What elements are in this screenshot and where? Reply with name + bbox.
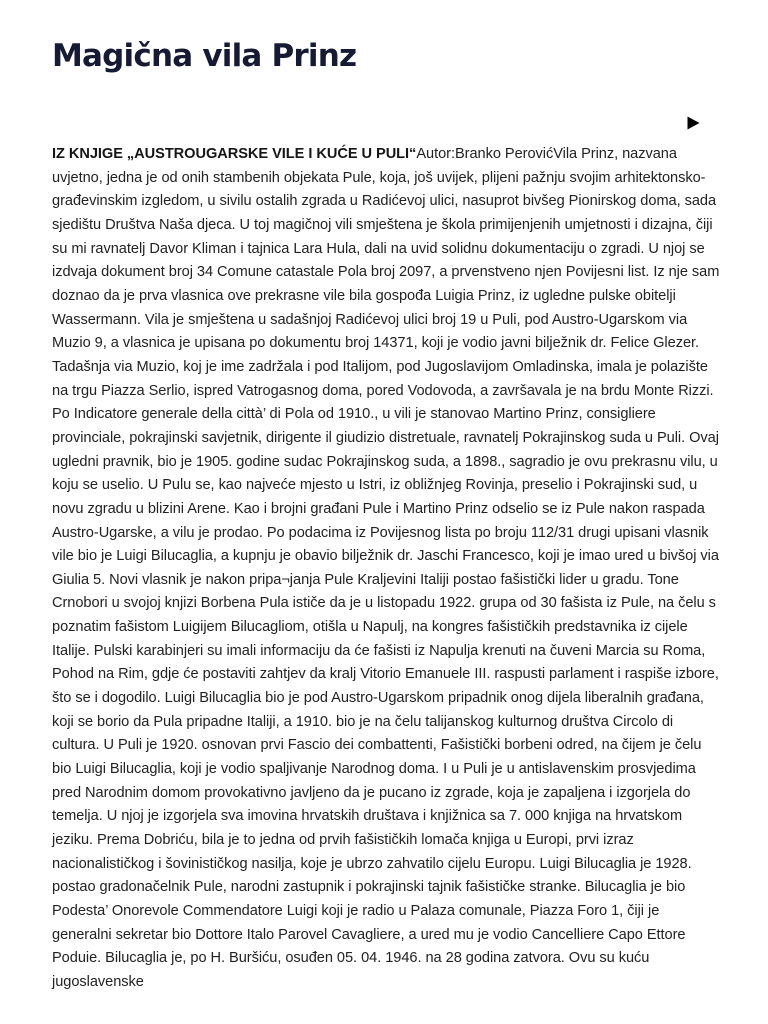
- play-icon: [686, 116, 700, 130]
- play-button[interactable]: [683, 113, 703, 133]
- article-text: Autor:Branko PerovićVila Prinz, nazvana uvjetno, jedna je od onih stambenih objekata Pule, koja, još uvijek, plijeni pažnju svojim arhitektonsko-građevinskim izgledom, u sivilu ostalih zgrada u Radićevoj ulici, nasuprot bivšeg Pionirskog doma, sada sjedištu Društva Naša djeca. U toj magičnoj vili smještena je škola primijenjenih umjetnosti i dizajna, čiji su mi ravnatelj Davor Kliman i tajnica Lara Hula, dali na uvid solidnu dokumentaciju o zgradi. U njoj se izdvaja dokument broj 34 Comune catastale Pola broj 2097, a prvenstveno njen Povijesni list. Iz nje sam doznao da je prva vlasnica ove prekrasne vile bila gospođa Luigia Prinz, iz ugledne pulske obitelji Wassermann. Vila je smještena u sadašnjoj Radićevoj ulici broj 19 u Puli, pod Austro-Ugarskom via Muzio 9, a vlasnica je upisana po dokumentu broj 14371, koji je vodio javni bilježnik dr. Felice Glezer. Tadašnja via Muzio, koj je ime zadržala i pod Italijom, pod Jugoslavijom Omladinska, imala je polazište na trgu Piazza Serlio, ispred Vatrogasnog doma, pored Vodovoda, a završavala je na brdu Monte Rizzi. Po Indicatore generale della città’ di Pola od 1910., u vili je stanovao Martino Prinz, consigliere provinciale, pokrajinski savjetnik, dirigente il giudizio distretuale, ravnatelj Pokrajinskog suda u Puli. Ovaj ugledni pravnik, bio je 1905. godine sudac Pokrajinskog suda, a 1898., sagradio je ovu prekrasnu vilu, u koju se uselio. U Pulu se, kao najveće mjesto u Istri, iz obližnjeg Rovinja, preselio i Pokrajinski sud, u novu zgradu u blizini Arene. Kao i brojni građani Pule i Martino Prinz odselio se iz Pule nakon raspada Austro-Ugarske, a vilu je prodao. Po podacima iz Povijesnog lista po broju 112/31 drugi upisani vlasnik vile bio je Luigi Bilucaglia, a kupnju je obavio bilježnik dr. Jaschi Francesco, koji je imao ured u bivšoj via Giulia 5. Novi vlasnik je nakon pripa¬janja Pule Kraljevini Italiji postao fašistički lider u gradu. Tone Crnobori u svojoj knjizi Borbena Pula ističe da je u listopadu 1922. grupa od 30 fašista iz Pule, na čelu s poznatim fašistom Luigijem Bilucagliom, otišla u Napulj, na kongres fašističkih predstavnika iz cijele Italije. Pulski karabinjeri su imali informaciju da će fašisti iz Napulja krenuti na čuveni Marcia su Roma, Pohod na Rim, gdje će postaviti zahtjev da kralj Vitorio Emanuele III. raspusti parlament i raspiše izbore, što se i dogodilo. Luigi Bilucaglia bio je pod Austro-Ugarskom pripadnik onog dijela liberalnih građana, koji se borio da Pula pripadne Italiji, a 1910. bio je na čelu talijanskog kulturnog društva Circolo di cultura. U Puli je 1920. osnovan prvi Fascio dei combattenti, Fašistički borbeni odred, na čijem je čelu bio Luigi Bilucaglia, koji je vodio spaljivanje Narodnog doma. I u Puli je u antislavenskim prosvjedima pred Narodnim domom provokativno javljeno da je pucano iz zgrade, koja je zapaljena i izgorjela do temelja. U njoj je izgorjela sva imovina hrvatskih društava i knjižnica sa 7. 000 knjiga na hrvatskom jeziku. Prema Dobriću, bila je to jedna od prvih fašističkih lomača knjiga u Europi, prvi izraz nacionalističkog i šovinističkog nasilja, koje je ubrzo zahvatilo cijelu Europu. Luigi Bilucaglia je 1928. postao gradonačelnik Pule, narodni zastupnik i pokrajinski tajnik fašističke stranke. Bilucaglia je bio Podesta’ Onorevole Commendatore Luigi koji je radio u Palaza comunale, Piazza Foro 1, čiji je generalni sekretar bio Dottore Italo Parovel Cavagliere, a ured mu je vodio Cancelliere Capo Ettore Poduie. Bilucaglia je, po H. Buršiću, osuđen 05. 04. 1946. na 28 godina zatvora. Ovu su kuću jugoslavenske: [52, 146, 720, 990]
- article-lead: IZ KNJIGE „AUSTROUGARSKE VILE I KUĆE U PULI“: [52, 146, 417, 162]
- page-title: Magična vila Prinz: [52, 38, 357, 74]
- article-body: [52, 143, 722, 995]
